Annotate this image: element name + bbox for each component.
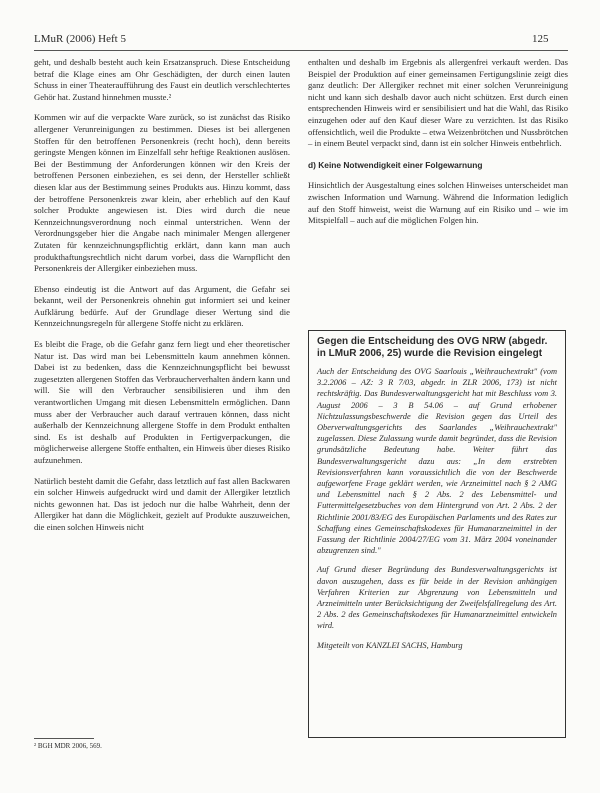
header-rule (34, 50, 568, 51)
paragraph: Ebenso eindeutig ist die Antwort auf das Argument, die Gefahr sei bekannt, weil der Personenkreis ohnehin gut informiert sei und keiner Aufklärung bedürfe. Auf der Grundlage dieser Wertung sind die Kennzeichnungsregeln für allergene Stoffe nicht zu erklären. (34, 283, 290, 329)
section-heading: d) Keine Notwendigkeit einer Folgewarnung (308, 159, 483, 170)
journal-header: LMuR (2006) Heft 5 (34, 33, 126, 45)
left-column (34, 57, 290, 543)
footnote-rule (34, 738, 94, 739)
info-box (308, 330, 566, 738)
paragraph: Es bleibt die Frage, ob die Gefahr ganz fern liegt und eher theoretischer Natur ist. Das wird man bei Lebensmitteln kaum annehmen können. Dabei ist zu bedenken, dass die Kennzeichnungspflicht bei bewusst zugesetzten allergenen Stoffen das Verbraucherverhalten ändern kann und will. Sie will den Verbraucher sensibilisieren und ihm den verantwortlichen Umgang mit diesen Lebensmitteln ermöglichen. Dann muss aber der Verbraucher auch darauf vertrauen können, dass nicht außerhalb der Kennzeichnung allergene Stoffe in dem Produkt enthalten sind. Es ist deshalb auf Produkten in Fertigverpackungen, die möglicherweise allergene Stoffe enthalten, ein Hinweis über dieses Risiko aufzunehmen. (34, 339, 290, 465)
paragraph: enthalten und deshalb im Ergebnis als allergenfrei verkauft werden. Das Beispiel der Produktion auf einer gemeinsamen Fertigungslinie zeigt dies ganz deutlich: Der Allergiker rechnet mit einer solchen Verunreinigung nicht und kann sich deshalb davor auch nicht schützen. Erst durch einen entsprechenden Hinweis wird er sensibilisiert und hat die Wahl, das Risiko einzugehen oder auf den Kauf dieser Ware zu verzichten. Ist das Risiko offensichtlich, weil die Produkte – etwa Weizenbrötchen und Nussbrötchen – in einem Beutel verpackt sind, dann ist ein solcher Hinweis entbehrlich. (308, 57, 568, 149)
info-box-title: Gegen die Entscheidung des OVG NRW (abgedr. in LMuR 2006, 25) wurde die Revision eingelegt (317, 336, 548, 359)
paragraph: geht, und deshalb besteht auch kein Ersatzanspruch. Diese Entscheidung betraf die Klage eines am Ohr Geschädigten, der durch einen lauten Schuss in einer Theateraufführung des Faust ein deutlich verschlechtertes Gehör hat. Zustand hinnehmen musste.² (34, 57, 290, 102)
page-number: 125 (532, 33, 549, 45)
info-box-body (317, 366, 557, 651)
paragraph: Auf Grund dieser Begründung des Bundesverwaltungsgerichts ist davon auszugehen, dass es für beide in der Revision anhängigen Verfahren Kriterien zur Abgrenzung von Lebensmitteln und Arzneimitteln unter Berücksichtigung der Zweifelsfallregelung des Art. 2 Abs. 2 des Gemeinschaftskodexes für Humanarzneimittel entwickeln wird. (317, 565, 557, 631)
paragraph: Auch der Entscheidung des OVG Saarlouis „Weihrauchextrakt" (vom 3.2.2006 – AZ: 3 R 7/03, abgedr. in ZLR 2006, 173) ist nicht rechtskräftig. Das Bundesverwaltungsgericht hat mit Beschluss vom 3. August 2006 – 3 B 54.06 – auf Grund erhobener Nichtzulassungsbeschwerde die Revision gegen das Urteil des Oberverwaltungsgerichts des Saarlandes „Weihrauchextrakt" zugelassen. Diese Zulassung wurde damit begründet, dass die Revision grundsätzliche Bedeutung habe. Weiter führt das Bundesverwaltungsgericht dazu aus: „In dem erstrebten Revisionsverfahren kann voraussichtlich die von der Beschwerde aufgeworfene Frage geklärt werden, wie Arzneimittel nach § 2 AMG und Lebensmittel nach § 2 Abs. 2 des Lebensmittel- und Futtermittelgesetzbuches von dem Hintergrund von Art. 2 Abs. 2 der Richtlinie 2001/83/EG des Europäischen Parlaments und des Rates zur Schaffung eines Gemeinschaftskodexes für Humanarzneimittel in der Fassung der Richtlinie 2004/27/EG vom 31. März 2004 voneinander abzugrenzen sind." (317, 367, 557, 556)
right-column (308, 57, 568, 236)
attribution: Mitgeteilt von KANZLEI SACHS, Hamburg (317, 640, 463, 650)
paragraph: Hinsichtlich der Ausgestaltung eines solchen Hinweises unterscheidet man zwischen Information und Warnung. Während die Information lediglich auf den Stoff hinweist, weist die Warnung auf ein Risiko und – wie im Mitspielfall – auch auf die möglichen Folgen hin. (308, 180, 568, 226)
paragraph: Kommen wir auf die verpackte Ware zurück, so ist zunächst das Risiko allergener Verunreinigungen zu bestimmen. Dieses ist bei allergenen Stoffen für den betroffenen Personenkreis (recht hoch), denn bereits geringste Mengen können im Einzelfall sehr heftige Reaktionen auslösen. Bei der Bestimmung der Anforderungen können wir den Kreis der betroffenen Personen einbeziehen, es sei denn, der Hersteller schließt diesen klar aus der Bestimmung seines Produkts aus. Hinzu kommt, dass der betroffene Personenkreis zwar klein, aber erheblich auf den Kauf solcher Produkte angewiesen ist. Dies wird durch die neue Kennzeichnungsverordnung noch einmal unterstrichen. Wenn der Verordnungsgeber hier die Angabe nach minimaler Mengen allergener Zutaten für kennzeichnungspflichtig erklärt, dann kann man auch produkthaftungsrechtlich nicht darum vorbei, dass die Warnpflicht den Personenkreis der Allergiker einbeziehen muss. (34, 112, 290, 274)
footnote: ² BGH MDR 2006, 569. (34, 742, 102, 750)
paragraph: Natürlich besteht damit die Gefahr, dass letztlich auf fast allen Backwaren ein solcher Hinweis aufgedruckt wird und damit der Allergiker letztlich nichts gewonnen hat. Das ist jedoch nur die halbe Wahrheit, denn der Allergiker hat dann die Möglichkeit, gezielt auf Produkte auszuweichen, die einen solchen Hinweis nicht (34, 475, 290, 532)
